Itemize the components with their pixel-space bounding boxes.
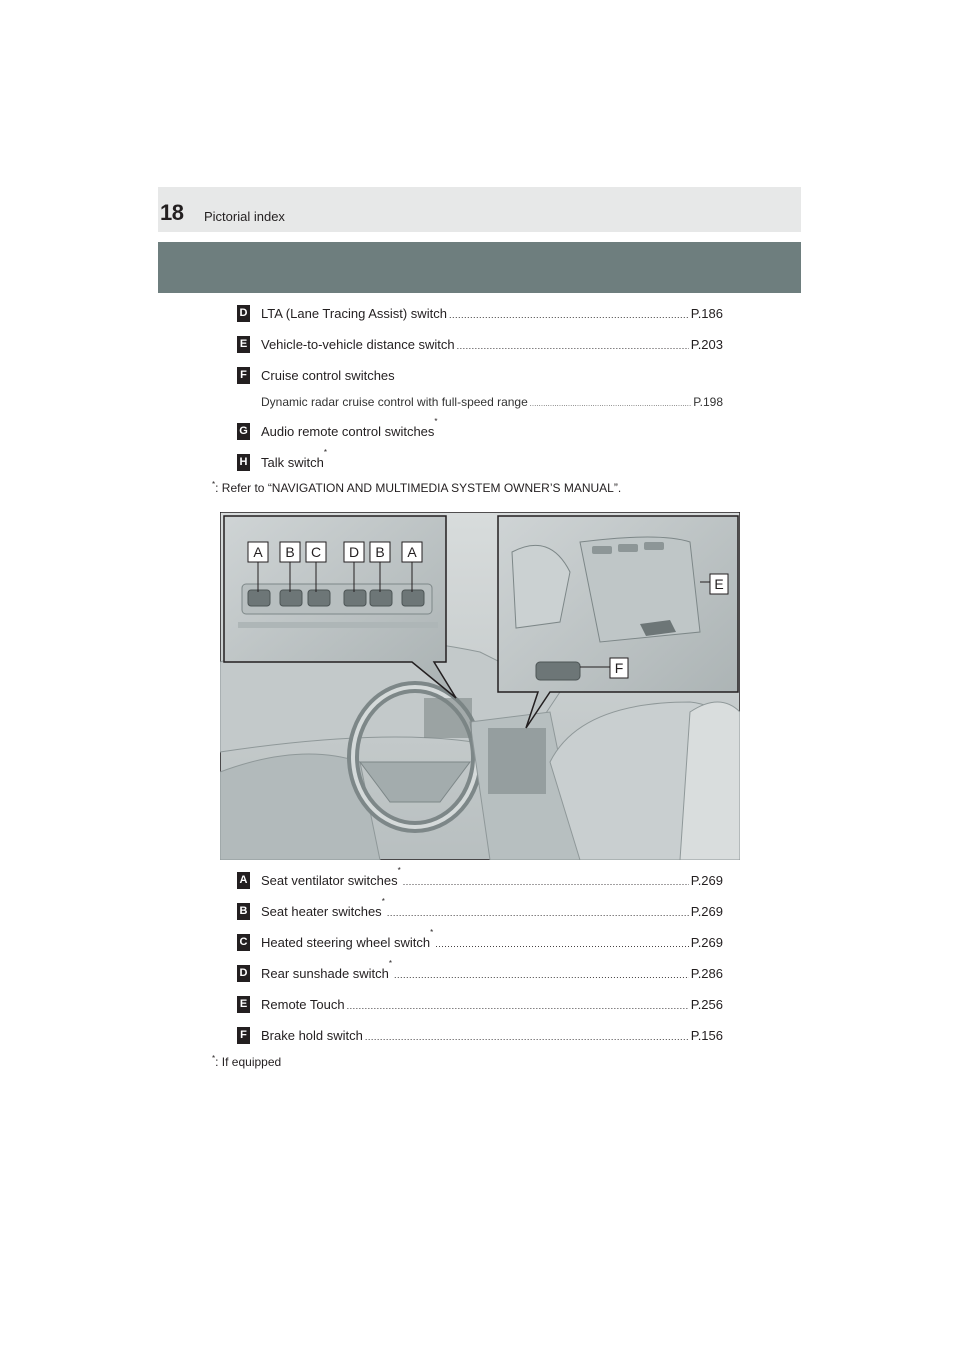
item-label: Remote Touch bbox=[261, 997, 345, 1012]
callout-label: B bbox=[285, 544, 295, 560]
item-label: Cruise control switches bbox=[261, 368, 395, 383]
list-item-remote-touch bbox=[237, 995, 723, 1015]
item-badge: F bbox=[237, 1027, 250, 1044]
item-label: Vehicle-to-vehicle distance switch bbox=[261, 337, 455, 352]
page-ref[interactable]: P.203 bbox=[690, 337, 723, 352]
page-ref[interactable]: P.269 bbox=[690, 935, 723, 950]
list-item-seat-ventilator: A Seat ventilator switches * ..... P.269 bbox=[237, 871, 723, 891]
list-item-rear-sunshade: D Rear sunshade switch * ..... P.286 bbox=[237, 964, 723, 984]
page-ref[interactable]: P.256 bbox=[690, 997, 723, 1012]
item-label: Seat heater switches bbox=[261, 904, 382, 919]
item-label: Talk switch bbox=[261, 455, 324, 470]
switch-highlight-a bbox=[424, 698, 472, 738]
page-ref[interactable]: P.156 bbox=[690, 1028, 723, 1043]
console-highlight-b bbox=[488, 728, 546, 794]
callout-label: A bbox=[407, 544, 417, 560]
list-item-audio-remote: G Audio remote control switches * bbox=[237, 422, 723, 442]
list-item-cruise-control bbox=[237, 366, 723, 386]
item-badge: C bbox=[237, 934, 250, 951]
callout-label: A bbox=[253, 544, 263, 560]
item-badge: H bbox=[237, 454, 250, 471]
item-label: Seat ventilator switches bbox=[261, 873, 398, 888]
item-label: Heated steering wheel switch bbox=[261, 935, 431, 950]
subitem-label: Dynamic radar cruise control with full-speed range bbox=[261, 395, 528, 409]
page-ref[interactable]: P.186 bbox=[690, 306, 723, 321]
page-ref[interactable]: P.269 bbox=[690, 873, 723, 888]
page-ref[interactable]: P.198 bbox=[693, 395, 723, 409]
item-label: Rear sunshade switch bbox=[261, 966, 389, 981]
callout-label-f: F bbox=[614, 660, 624, 676]
interior-illustration bbox=[220, 512, 740, 860]
item-badge: A bbox=[237, 872, 250, 889]
item-badge: F bbox=[237, 367, 250, 384]
list-item-talk-switch: H Talk switch * bbox=[237, 453, 723, 473]
list-subitem-dynamic-radar bbox=[261, 393, 723, 414]
list-item-lta bbox=[237, 304, 723, 324]
section-title: Pictorial index bbox=[204, 209, 285, 224]
list-item-seat-heater: B Seat heater switches * ..... P.269 bbox=[237, 902, 723, 922]
callout-label: B bbox=[375, 544, 385, 560]
page-ref[interactable]: P.286 bbox=[690, 966, 723, 981]
list-item-brake-hold bbox=[237, 1026, 723, 1046]
footnote-bottom: *: If equipped bbox=[212, 1054, 282, 1069]
callout-label: D bbox=[348, 544, 360, 560]
callout-label: C bbox=[310, 544, 322, 560]
item-badge: G bbox=[237, 423, 250, 440]
page-number: 18 bbox=[160, 200, 184, 225]
footnote-top: *: Refer to “NAVIGATION AND MULTIMEDIA SYSTEM OWNER’S MANUAL”. bbox=[212, 480, 622, 495]
list-item-distance-switch bbox=[237, 335, 723, 355]
title-band bbox=[158, 242, 801, 293]
list-item-heated-steering: C Heated steering wheel switch * ..... P.269 bbox=[237, 933, 723, 953]
brake-hold-button bbox=[536, 662, 580, 680]
item-label: Brake hold switch bbox=[261, 1028, 363, 1043]
page-ref[interactable]: P.269 bbox=[690, 904, 723, 919]
item-badge: E bbox=[237, 996, 250, 1013]
headrest bbox=[680, 702, 740, 860]
item-badge: D bbox=[237, 305, 250, 322]
item-badge: B bbox=[237, 903, 250, 920]
item-badge: D bbox=[237, 965, 250, 982]
item-badge: E bbox=[237, 336, 250, 353]
callout-label-e: E bbox=[714, 576, 724, 592]
item-label: LTA (Lane Tracing Assist) switch bbox=[261, 306, 447, 321]
shift-knob bbox=[512, 545, 570, 628]
item-label: Audio remote control switches bbox=[261, 424, 435, 439]
